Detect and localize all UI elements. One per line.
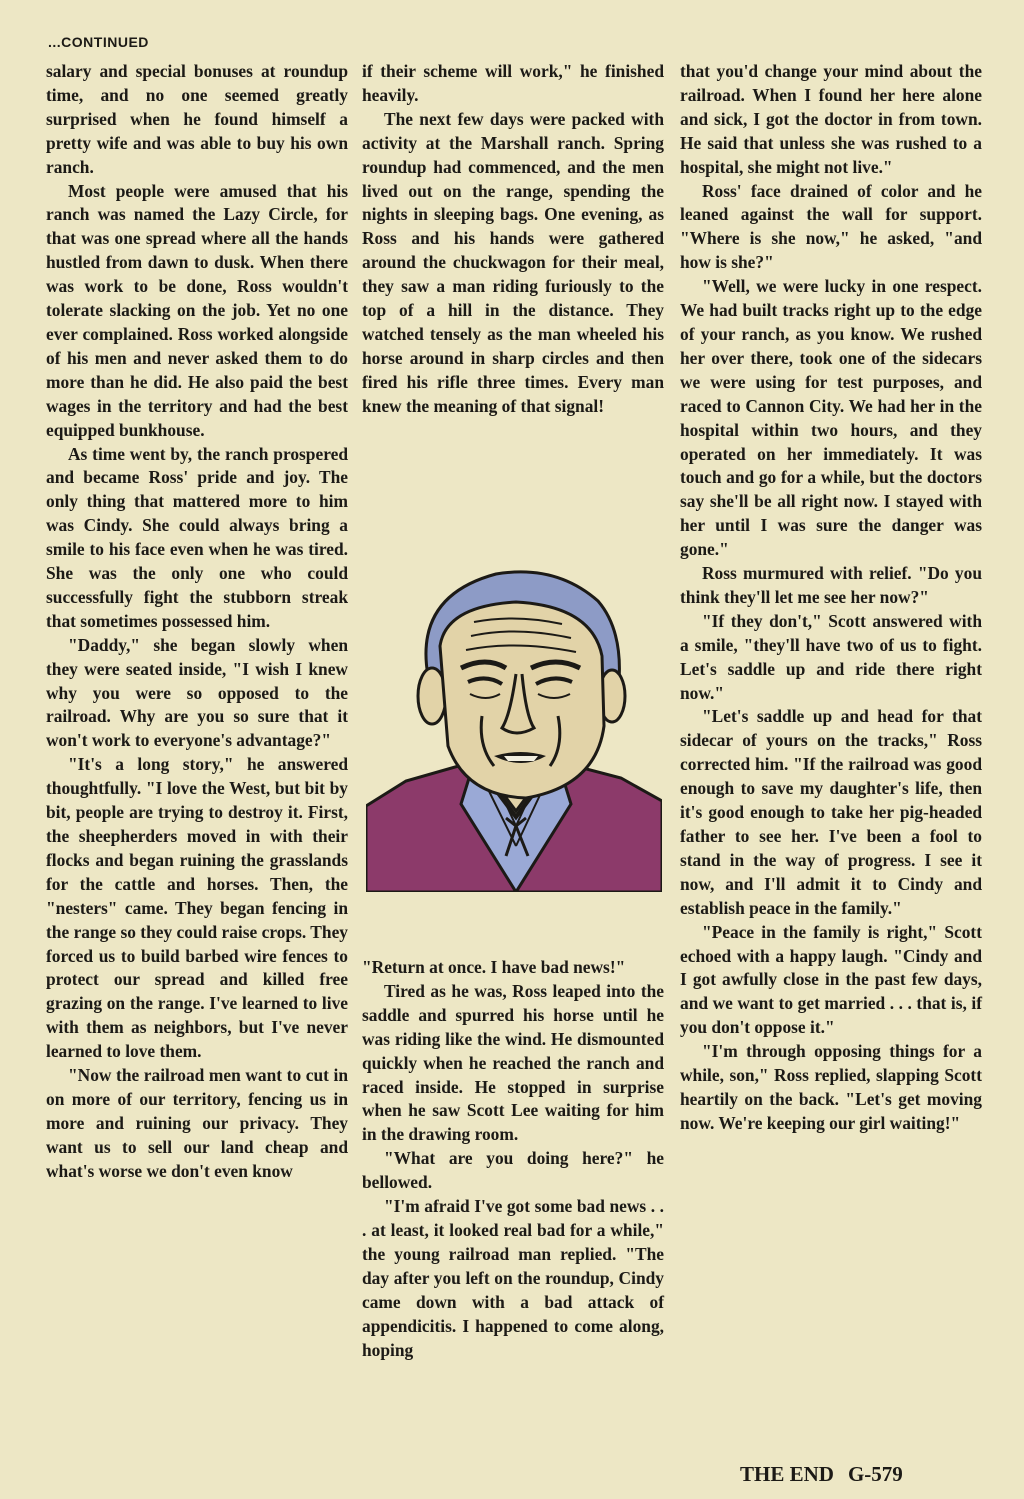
paragraph: The next few days were packed with activity at the Marshall ranch. Spring roundup had commenced, and the men lived out on the range, spending the nights in sleeping bags. One evening, as Ross and his hands were gathered around the chuckwagon for their meal, they saw a man riding furiously to the top of a hill in the distance. They watched tensely as the man wheeled his horse around in sharp circles and then fired his rifle three times. Every man knew the meaning of that signal! — [362, 108, 664, 416]
paragraph: "It's a long story," he answered thoughtfully. "I love the West, but bit by bit, people are trying to destroy it. First, the sheepherders moved in with their flocks and began ruining the grasslands for the cattle and horses. Then, the "nesters" came. They began fencing in the range so they could raise crops. They forced us to build barbed wire fences to protect our spread and killed free grazing on the range. I've learned to live with them as neighbors, but I've never learned to love them. — [46, 754, 348, 1062]
the-end-label: THE END — [740, 1462, 834, 1486]
paragraph: salary and special bonuses at roundup time, and no one seemed greatly surprised when he found himself a pretty wife and was able to buy his own ranch. — [46, 61, 348, 177]
paragraph: "I'm through opposing things for a while, son," Ross replied, slapping Scott heartily on the back. "Let's get moving now. We're keeping our girl waiting!" — [680, 1041, 982, 1133]
paragraph: Ross' face drained of color and he leaned against the wall for support. "Where is she now," he asked, "and how is she?" — [680, 180, 982, 273]
paragraph: Most people were amused that his ranch was named the Lazy Circle, for that was one spread where all the hands hustled from dawn to dusk. When there was work to be done, Ross wouldn't tolerate slacking on the job. Yet no one ever complained. Ross worked alongside of his men and never asked them to do more than he did. He also paid the best wages in the territory and had the best equipped bunkhouse. — [46, 180, 348, 440]
story-footer — [740, 1462, 903, 1487]
paragraph: As time went by, the ranch prospered and became Ross' pride and joy. The only thing that mattered more to him was Cindy. She could always bring a smile to his face even when he was tired. She was the only one who could successfully fight the stubborn streak that sometimes possessed him. — [46, 443, 348, 631]
text-column-2-top — [362, 60, 664, 419]
paragraph: "Daddy," she began slowly when they were seated inside, "I wish I knew why you were so opposed to the railroad. Why are you so sure that it won't work to everyone's advantage?" — [46, 634, 348, 751]
teeth — [504, 756, 538, 761]
paragraph: "Peace in the family is right," Scott echoed with a happy laugh. "Cindy and I got awfully close in the past few days, and we want to get married . . . that is, if you don't oppose it." — [680, 921, 982, 1038]
paragraph: "Now the railroad men want to cut in on more of our territory, fencing us in more and ruining our privacy. They want us to sell our land cheap and what's worse we don't even know — [46, 1065, 348, 1181]
paragraph: "I'm afraid I've got some bad news . . . at least, it looked real bad for a while," the young railroad man replied. "The day after you left on the roundup, Cindy came down with a bad attack of appendicitis. I happened to come along, hoping — [362, 1196, 664, 1360]
text-column-1 — [46, 60, 348, 1184]
old-man-portrait — [366, 556, 662, 892]
paragraph: "Well, we were lucky in one respect. We had built tracks right up to the edge of your ranch, as you know. We rushed her over there, took one of the sidecars we were using for test purposes, and raced to Cannon City. We had her in the hospital within two hours, and they operated on her immediately. It was touch and go for a while, but the doctors say she'll be all right now. I stayed with her until I was sure the danger was gone." — [680, 276, 982, 560]
paragraph: that you'd change your mind about the railroad. When I found her here alone and sick, I got the doctor in from town. He said that unless she was rushed to a hospital, she might not live." — [680, 61, 982, 177]
page-code: G-579 — [847, 1462, 903, 1486]
paragraph: Ross murmured with relief. "Do you think they'll let me see her now?" — [680, 563, 982, 607]
text-column-2-bottom — [362, 956, 664, 1362]
paragraph: "If they don't," Scott answered with a smile, "they'll have two of us to fight. Let's saddle up and ride there right now." — [680, 610, 982, 703]
paragraph: "What are you doing here?" he bellowed. — [362, 1148, 664, 1193]
paragraph: Tired as he was, Ross leaped into the saddle and spurred his horse until he was riding like the wind. He dismounted quickly when he reached the ranch and raced inside. He stopped in surprise when he saw Scott Lee waiting for him in the drawing room. — [362, 980, 664, 1145]
continued-label: ...CONTINUED — [48, 34, 149, 50]
text-column-3 — [680, 60, 982, 1136]
paragraph: if their scheme will work," he finished heavily. — [362, 61, 664, 105]
paragraph: "Let's saddle up and head for that sidecar of yours on the tracks," Ross corrected him. "If the railroad was good enough to save my daughter's life, then it's good enough to take her pig-headed father to see her. I've been a fool to stand in the way of progress. I see it now, and I'll admit it to Cindy and establish peace in the family." — [680, 706, 982, 918]
paragraph: "Return at once. I have bad news!" — [362, 957, 626, 977]
